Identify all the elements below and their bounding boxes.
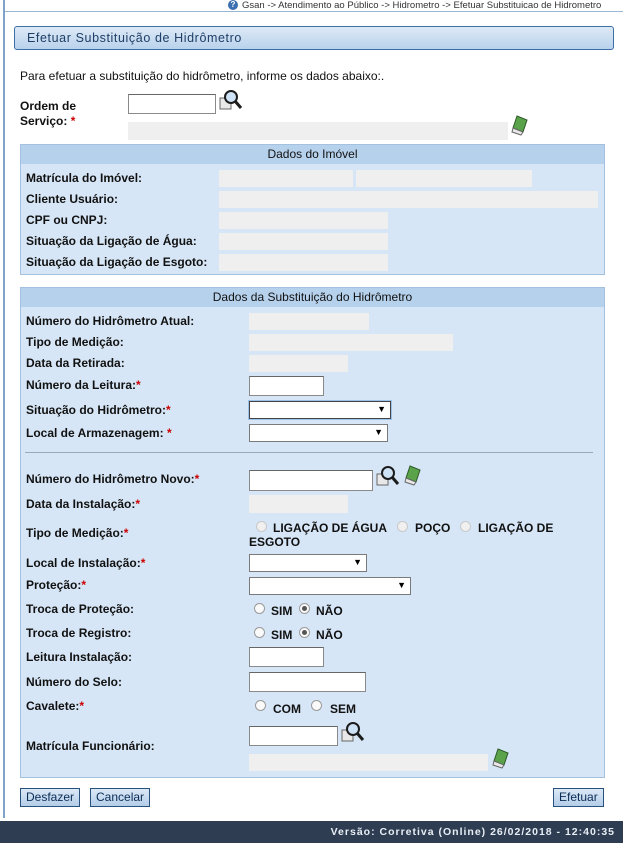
dados-imovel-heading: Dados do Imóvel bbox=[21, 145, 604, 164]
search-icon[interactable] bbox=[341, 721, 365, 743]
situacao-hidrometro-select[interactable] bbox=[249, 401, 391, 419]
situacao-esgoto-field bbox=[219, 254, 388, 271]
tipo-medicao-field bbox=[249, 334, 453, 351]
dropdown-arrow-icon: ▼ bbox=[353, 557, 362, 567]
required-mark: * bbox=[140, 556, 146, 570]
required-mark: * bbox=[136, 378, 141, 392]
numero-hidrometro-novo-label-text: Número do Hidrômetro Novo: bbox=[26, 472, 195, 486]
troca-protecao-nao-label: NÃO bbox=[316, 604, 343, 618]
matricula-funcionario-input[interactable] bbox=[249, 726, 338, 746]
version-info: Versão: Corretiva (Online) 26/02/2018 - 12:40:35 bbox=[330, 826, 615, 838]
dados-substituicao-heading: Dados da Substituição do Hidrômetro bbox=[21, 288, 604, 307]
troca-protecao-label: Troca de Proteção: bbox=[26, 602, 135, 616]
cavalete-sem-label: SEM bbox=[330, 702, 357, 716]
troca-registro-label: Troca de Registro: bbox=[26, 626, 132, 640]
data-retirada-field bbox=[249, 355, 348, 372]
data-instalacao-label-text: Data da Instalação: bbox=[26, 497, 136, 511]
eraser-icon[interactable] bbox=[404, 464, 422, 486]
dropdown-arrow-icon: ▼ bbox=[374, 427, 383, 437]
poco-option-label: POÇO bbox=[415, 521, 451, 535]
cavalete-com-radio[interactable] bbox=[255, 700, 266, 711]
protecao-label bbox=[26, 578, 86, 592]
required-mark: * bbox=[163, 426, 172, 440]
cancelar-button[interactable]: Cancelar bbox=[90, 788, 150, 807]
desfazer-button[interactable]: Desfazer bbox=[20, 788, 80, 807]
troca-protecao-sim-label: SIM bbox=[271, 604, 293, 618]
ligacao-esgoto-option-label: LIGAÇÃO DE bbox=[478, 521, 554, 535]
cavalete-sem-radio[interactable] bbox=[311, 700, 322, 711]
ordem-servico-input[interactable] bbox=[128, 94, 216, 114]
matricula-imovel-field bbox=[219, 170, 353, 187]
situacao-agua-label: Situação da Ligação de Água: bbox=[26, 234, 197, 248]
troca-registro-nao-label: NÃO bbox=[316, 628, 343, 642]
situacao-hidrometro-label-text: Situação do Hidrômetro: bbox=[26, 403, 167, 417]
ligacao-agua-option-label: LIGAÇÃO DE ÁGUA bbox=[273, 521, 387, 535]
local-armazenagem-select[interactable] bbox=[249, 424, 388, 442]
local-instalacao-select[interactable] bbox=[249, 554, 367, 572]
cliente-usuario-field bbox=[219, 191, 598, 208]
numero-leitura-label bbox=[26, 378, 141, 392]
required-mark: * bbox=[123, 526, 129, 540]
matricula-imovel-label: Matrícula do Imóvel: bbox=[26, 171, 143, 185]
situacao-hidrometro-label bbox=[26, 403, 171, 417]
frame-left-border bbox=[3, 0, 5, 818]
numero-hidrometro-atual-label: Número do Hidrômetro Atual: bbox=[26, 314, 195, 328]
ordem-label-line2 bbox=[20, 114, 75, 128]
numero-leitura-input[interactable] bbox=[249, 376, 324, 396]
troca-protecao-nao-radio[interactable] bbox=[299, 603, 310, 614]
data-instalacao-field bbox=[249, 495, 348, 513]
numero-selo-input[interactable] bbox=[249, 672, 366, 692]
troca-protecao-sim-radio[interactable] bbox=[254, 603, 265, 614]
numero-leitura-label-text: Número da Leitura: bbox=[26, 378, 137, 392]
numero-hidrometro-novo-label bbox=[26, 472, 199, 486]
help-icon[interactable]: ? bbox=[228, 0, 238, 10]
search-icon[interactable] bbox=[376, 465, 400, 487]
section-divider bbox=[25, 452, 593, 453]
local-instalacao-label-text: Local de Instalação: bbox=[26, 556, 141, 570]
numero-hidrometro-atual-field bbox=[249, 313, 369, 330]
data-instalacao-label bbox=[26, 497, 140, 511]
matricula-funcionario-label: Matrícula Funcionário: bbox=[26, 739, 155, 753]
required-mark: * bbox=[194, 472, 200, 486]
cpf-cnpj-field bbox=[219, 212, 388, 229]
cavalete-label-text: Cavalete: bbox=[26, 699, 80, 713]
troca-registro-nao-radio[interactable] bbox=[299, 627, 310, 638]
cavalete-label bbox=[26, 699, 84, 713]
situacao-esgoto-label: Situação da Ligação de Esgoto: bbox=[26, 255, 208, 269]
tipo-medicao-novo-label-text: Tipo de Medição: bbox=[26, 526, 124, 540]
required-mark: * bbox=[166, 403, 171, 417]
leitura-instalacao-label: Leitura Instalação: bbox=[26, 650, 133, 664]
inscricao-imovel-field bbox=[356, 170, 532, 187]
leitura-instalacao-input[interactable] bbox=[249, 647, 324, 667]
efetuar-button[interactable]: Efetuar bbox=[553, 788, 604, 807]
required-mark: * bbox=[81, 578, 87, 592]
tipo-medicao-label: Tipo de Medição: bbox=[26, 335, 124, 349]
local-armazenagem-label bbox=[26, 426, 172, 440]
dropdown-arrow-icon: ▼ bbox=[397, 580, 406, 590]
dropdown-arrow-icon: ▼ bbox=[377, 404, 386, 414]
page-title: Efetuar Substituição de Hidrômetro bbox=[27, 31, 242, 45]
situacao-agua-field bbox=[219, 233, 388, 250]
nome-funcionario-field bbox=[249, 754, 488, 771]
eraser-icon[interactable] bbox=[511, 114, 529, 136]
local-armazenagem-label-text: Local de Armazenagem: bbox=[26, 426, 164, 440]
numero-hidrometro-novo-input[interactable] bbox=[249, 470, 373, 491]
tipo-medicao-novo-label bbox=[26, 526, 128, 540]
required-mark: * bbox=[135, 497, 141, 511]
required-mark: * bbox=[70, 114, 76, 128]
frame-top-border bbox=[5, 11, 623, 12]
required-mark: * bbox=[79, 699, 85, 713]
local-instalacao-label bbox=[26, 556, 145, 570]
cliente-usuario-label: Cliente Usuário: bbox=[26, 192, 119, 206]
poco-radio[interactable] bbox=[397, 521, 408, 532]
intro-text: Para efetuar a substituição do hidrômetro, informe os dados abaixo:. bbox=[20, 69, 385, 83]
ordem-descricao-field bbox=[128, 122, 508, 140]
protecao-label-text: Proteção: bbox=[26, 578, 82, 592]
cpf-cnpj-label: CPF ou CNPJ: bbox=[26, 213, 108, 227]
numero-selo-label: Número do Selo: bbox=[26, 675, 123, 689]
eraser-icon[interactable] bbox=[492, 747, 510, 769]
ligacao-esgoto-option-label-continued: ESGOTO bbox=[249, 535, 301, 549]
breadcrumb: Gsan -> Atendimento ao Público -> Hidrometro -> Efetuar Substituicao de Hidrometro bbox=[242, 0, 602, 11]
protecao-select[interactable] bbox=[249, 577, 411, 595]
breadcrumb-bar bbox=[0, 0, 623, 11]
troca-registro-sim-label: SIM bbox=[271, 628, 293, 642]
search-icon[interactable] bbox=[219, 89, 243, 111]
ligacao-agua-radio[interactable] bbox=[256, 521, 267, 532]
ordem-label-text: Serviço: bbox=[20, 114, 68, 128]
ordem-label-line1: Ordem de bbox=[20, 99, 77, 113]
page-title-box bbox=[14, 26, 614, 50]
data-retirada-label: Data da Retirada: bbox=[26, 356, 125, 370]
troca-registro-sim-radio[interactable] bbox=[254, 627, 265, 638]
footer-bar bbox=[0, 821, 623, 843]
ligacao-esgoto-radio[interactable] bbox=[460, 521, 471, 532]
cavalete-com-label: COM bbox=[273, 702, 301, 716]
